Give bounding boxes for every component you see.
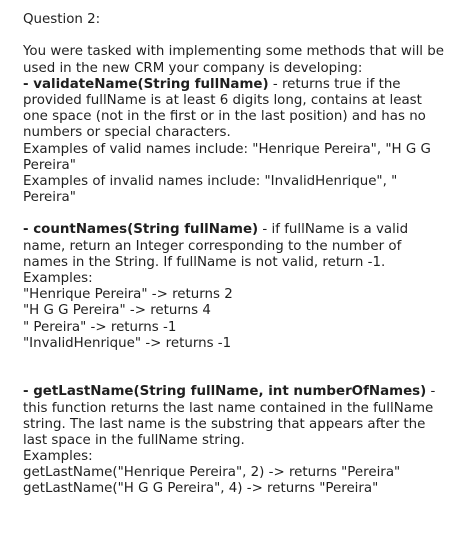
validate-name-heading	[23, 77, 469, 93]
validate-name-desc-line: provided fullName is at least 6 digits long, contains at least	[23, 92, 422, 108]
get-last-name-desc-start: -	[426, 384, 436, 400]
get-last-name-heading	[23, 384, 469, 400]
spacer	[23, 206, 469, 222]
spacer	[23, 28, 469, 44]
validate-name-signature: - validateName(String fullName)	[23, 76, 269, 92]
validate-name-desc-line: Pereira"	[23, 157, 76, 173]
count-names-desc-line: name, return an Integer corresponding to the number of	[23, 238, 402, 254]
validate-name-desc-line: Examples of invalid names include: "InvalidHenrique", "	[23, 173, 398, 189]
count-names-desc-line: "Henrique Pereira" -> returns 2	[23, 287, 233, 303]
validate-name-desc-line: numbers or special characters.	[23, 125, 231, 141]
count-names-desc-start: - if fullName is a valid	[258, 222, 409, 238]
get-last-name-desc-line: getLastName("H G G Pereira", 4) -> returns "Pereira"	[23, 481, 379, 497]
count-names-heading	[23, 222, 469, 238]
get-last-name-desc-line: last space in the fullName string.	[23, 432, 245, 448]
intro-line: used in the new CRM your company is developing:	[23, 60, 363, 76]
question-document	[23, 12, 469, 498]
count-names-desc-line: Examples:	[23, 271, 93, 286]
question-title: Question 2:	[23, 12, 101, 27]
count-names-signature: - countNames(String fullName)	[23, 222, 259, 238]
get-last-name-signature: - getLastName(String fullName, int numberOfNames)	[23, 384, 427, 400]
get-last-name-desc-line: string. The last name is the substring that appears after the	[23, 416, 426, 432]
get-last-name-desc-line: Examples:	[23, 449, 93, 465]
count-names-desc-line: "InvalidHenrique" -> returns -1	[23, 335, 232, 351]
validate-name-desc-start: - returns true if the	[268, 76, 401, 92]
count-names-desc-line: names in the String. If fullName is not valid, return -1.	[23, 254, 386, 270]
count-names-desc-line: " Pereira" -> returns -1	[23, 319, 177, 335]
count-names-desc-line: "H G G Pereira" -> returns 4	[23, 303, 211, 319]
validate-name-desc-line: Examples of valid names include: "Henrique Pereira", "H G G	[23, 141, 431, 157]
validate-name-desc-line: Pereira"	[23, 190, 76, 206]
get-last-name-desc-line: this function returns the last name contained in the fullName	[23, 400, 434, 416]
get-last-name-desc-line: getLastName("Henrique Pereira", 2) -> returns "Pereira"	[23, 465, 401, 481]
intro-line: You were tasked with implementing some methods that will be	[23, 44, 445, 60]
spacer	[23, 352, 469, 384]
validate-name-desc-line: one space (not in the first or in the last position) and has no	[23, 109, 426, 125]
